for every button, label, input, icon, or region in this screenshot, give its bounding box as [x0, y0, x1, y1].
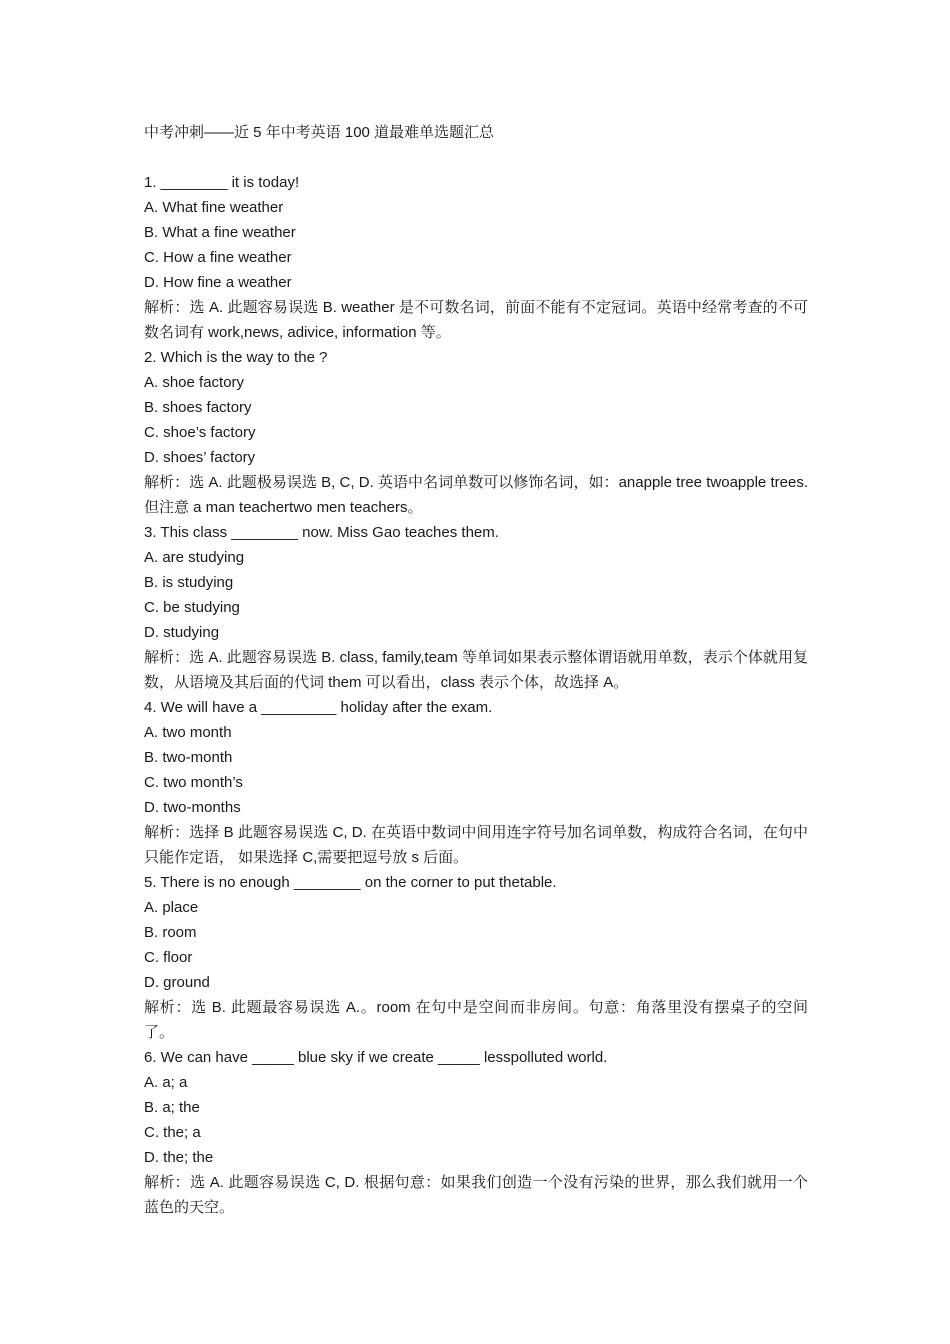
- question-3: [144, 520, 808, 695]
- option-a: A. shoe factory: [144, 374, 245, 391]
- option-b: B. is studying: [144, 574, 234, 591]
- question-6: [144, 1045, 808, 1220]
- question-stem: 5. There is no enough ________ on the corner to put thetable.: [144, 874, 557, 891]
- option-b: B. What a fine weather: [144, 224, 296, 241]
- option-a: A. are studying: [144, 549, 245, 566]
- explanation: 解析：选 A. 此题容易误选 C, D. 根据句意：如果我们创造一个没有污染的世界，那么我们就用一个蓝色的天空。: [144, 1174, 808, 1216]
- option-d: D. studying: [144, 624, 220, 641]
- question-stem: 2. Which is the way to the ?: [144, 349, 328, 366]
- explanation: 解析：选 B. 此题最容易误选 A.。room 在句中是空间而非房间。句意：角落里没有摆桌子的空间了。: [144, 999, 808, 1041]
- question-stem: 6. We can have _____ blue sky if we create _____ lesspolluted world.: [144, 1049, 608, 1066]
- option-c: C. two month’s: [144, 774, 243, 791]
- question-stem: 1. ________ it is today!: [144, 174, 300, 191]
- option-d: D. How fine a weather: [144, 274, 292, 291]
- option-d: D. ground: [144, 974, 210, 991]
- option-a: A. a; a: [144, 1074, 188, 1091]
- option-b: B. shoes factory: [144, 399, 252, 416]
- option-a: A. What fine weather: [144, 199, 284, 216]
- question-stem: 4. We will have a _________ holiday after the exam.: [144, 699, 493, 716]
- option-b: B. a; the: [144, 1099, 200, 1116]
- explanation: 解析：选择 B 此题容易误选 C, D. 在英语中数词中间用连字符号加名词单数，构成符合名词，在句中只能作定语， 如果选择 C,需要把逗号放 s 后面。: [144, 824, 808, 866]
- question-5: [144, 870, 808, 1045]
- option-a: A. place: [144, 899, 199, 916]
- explanation: 解析：选 A. 此题极易误选 B, C, D. 英语中名词单数可以修饰名词，如：anapple tree twoapple trees. 但注意 a man teachertwo men teachers。: [144, 474, 808, 516]
- option-c: C. floor: [144, 949, 193, 966]
- option-d: D. shoes’ factory: [144, 449, 256, 466]
- option-d: D. the; the: [144, 1149, 214, 1166]
- question-stem: 3. This class ________ now. Miss Gao teaches them.: [144, 524, 499, 541]
- option-b: B. room: [144, 924, 197, 941]
- option-a: A. two month: [144, 724, 232, 741]
- document-page: [144, 120, 808, 1220]
- question-1: [144, 170, 808, 345]
- question-2: [144, 345, 808, 520]
- option-c: C. How a fine weather: [144, 249, 292, 266]
- option-c: C. shoe’s factory: [144, 424, 256, 441]
- option-d: D. two-months: [144, 799, 241, 816]
- document-title: 中考冲刺——近 5 年中考英语 100 道最难单选题汇总: [144, 124, 495, 141]
- option-c: C. the; a: [144, 1124, 201, 1141]
- explanation: 解析：选 A. 此题容易误选 B. weather 是不可数名词，前面不能有不定冠词。英语中经常考查的不可数名词有 work,news, adivice, information 等。: [144, 299, 808, 341]
- option-b: B. two-month: [144, 749, 233, 766]
- option-c: C. be studying: [144, 599, 240, 616]
- question-4: [144, 695, 808, 870]
- explanation: 解析：选 A. 此题容易误选 B. class, family,team 等单词如果表示整体谓语就用单数，表示个体就用复数，从语境及其后面的代词 them 可以看出，class 表示个体，故选择 A。: [144, 649, 808, 691]
